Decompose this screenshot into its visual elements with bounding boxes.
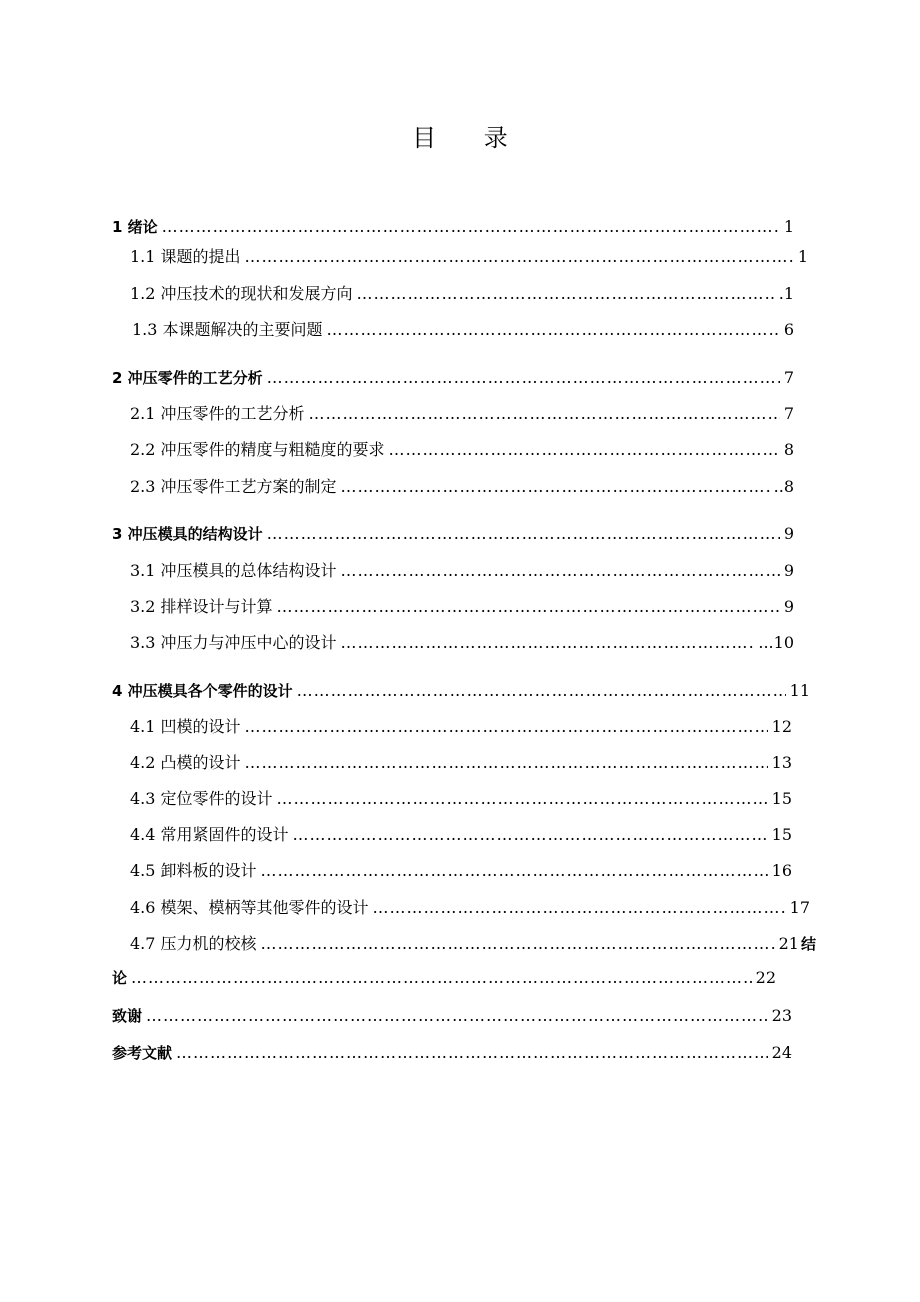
- toc-entry[interactable]: [130, 440, 794, 460]
- toc-entry-page: ...10: [758, 633, 794, 652]
- toc-leader-dots: [327, 320, 780, 340]
- toc-entry-label: 4.7 压力机的校核: [130, 934, 257, 953]
- toc-entry-label: 2.1 冲压零件的工艺分析: [130, 404, 305, 423]
- toc-leader-dots: [245, 753, 768, 773]
- toc-entry[interactable]: [112, 1006, 792, 1026]
- toc-entry-page: 11: [789, 681, 810, 700]
- toc-entry-label: 参考文献: [112, 1044, 173, 1062]
- toc-leader-dots: [341, 477, 770, 497]
- toc-entry[interactable]: [130, 789, 792, 809]
- toc-entry-label: 1.2 冲压技术的现状和发展方向: [130, 284, 353, 303]
- toc-leader-dots: [267, 368, 780, 388]
- toc-entry[interactable]: [130, 633, 794, 653]
- toc-entry[interactable]: [130, 284, 794, 304]
- toc-entry-page: ..8: [773, 477, 794, 496]
- toc-entry[interactable]: [130, 717, 792, 737]
- toc-entry-wrapped-text: 结: [800, 935, 816, 953]
- toc-leader-dots: [245, 717, 768, 737]
- toc-entry-page: 1: [797, 247, 808, 266]
- toc-entry-page: 15: [771, 789, 792, 808]
- toc-entry[interactable]: [130, 597, 794, 617]
- toc-leader-dots: [357, 284, 775, 304]
- toc-entry[interactable]: [130, 753, 792, 773]
- toc-entry-page: 23: [771, 1006, 792, 1025]
- toc-leader-dots: [341, 633, 755, 653]
- toc-entry-label: 3.3 冲压力与冲压中心的设计: [130, 633, 337, 652]
- toc-entry[interactable]: [130, 934, 816, 954]
- toc-entry[interactable]: [112, 681, 810, 701]
- toc-entry[interactable]: [130, 898, 810, 918]
- toc-entry-label: 2 冲压零件的工艺分析: [112, 369, 263, 387]
- toc-entry[interactable]: [130, 561, 794, 581]
- toc-entry-label: 3.2 排样设计与计算: [130, 597, 273, 616]
- toc-entry[interactable]: [112, 524, 794, 544]
- toc-entry-page: 6: [783, 320, 794, 339]
- toc-entry-label: 2.3 冲压零件工艺方案的制定: [130, 477, 337, 496]
- toc-entry-page: 7: [783, 404, 794, 423]
- toc-entry-page: 15: [771, 825, 792, 844]
- toc-entry[interactable]: [132, 320, 794, 340]
- toc-leader-dots: [162, 217, 780, 237]
- toc-entry-label: 4.3 定位零件的设计: [130, 789, 273, 808]
- toc-leader-dots: [267, 524, 780, 544]
- toc-leader-dots: [261, 934, 775, 954]
- toc-entry[interactable]: [112, 1043, 792, 1063]
- toc-entry[interactable]: [130, 247, 808, 267]
- toc-entry-page: 17: [789, 898, 810, 917]
- toc-entry-label: 4.2 凸模的设计: [130, 753, 241, 772]
- toc-entry-label: 1 绪论: [112, 218, 158, 236]
- toc-entry-label: 致谢: [112, 1007, 143, 1025]
- toc-entry-page: 1: [783, 217, 794, 236]
- toc-entry-label: 2.2 冲压零件的精度与粗糙度的要求: [130, 440, 385, 459]
- toc-leader-dots: [277, 789, 768, 809]
- page-title: 目 录: [412, 124, 528, 152]
- toc-entry-page: 16: [771, 861, 792, 880]
- toc-entry-page: .1: [778, 284, 794, 303]
- toc-entry-page: 12: [771, 717, 792, 736]
- toc-entry-label: 4.5 卸料板的设计: [130, 861, 257, 880]
- toc-entry-page: 22: [755, 968, 776, 987]
- toc-entry-page: 13: [771, 753, 792, 772]
- toc-entry[interactable]: [112, 968, 776, 988]
- toc-entry-label: 1.1 课题的提出: [130, 247, 241, 266]
- toc-leader-dots: [146, 1006, 768, 1026]
- toc-entry-label: 4.6 模架、模柄等其他零件的设计: [130, 898, 369, 917]
- toc-leader-dots: [261, 861, 768, 881]
- toc-entry[interactable]: [130, 861, 792, 881]
- toc-entry-label: 4.1 凹模的设计: [130, 717, 241, 736]
- toc-entry-label: 论: [112, 969, 128, 987]
- toc-leader-dots: [131, 968, 752, 988]
- toc-entry-page: 7: [783, 368, 794, 387]
- toc-entry[interactable]: [112, 217, 794, 237]
- toc-leader-dots: [176, 1043, 768, 1063]
- toc-leader-dots: [277, 597, 780, 617]
- toc-leader-dots: [309, 404, 780, 424]
- toc-leader-dots: [373, 898, 786, 918]
- toc-entry[interactable]: [112, 368, 794, 388]
- toc-leader-dots: [245, 247, 794, 267]
- toc-entry-label: 3 冲压模具的结构设计: [112, 525, 263, 543]
- toc-leader-dots: [389, 440, 780, 460]
- toc-entry-page: 8: [783, 440, 794, 459]
- toc-entry-label: 3.1 冲压模具的总体结构设计: [130, 561, 337, 580]
- toc-leader-dots: [293, 825, 768, 845]
- toc-entry[interactable]: [130, 825, 792, 845]
- toc-entry-label: 4.4 常用紧固件的设计: [130, 825, 289, 844]
- toc-leader-dots: [341, 561, 780, 581]
- toc-entry-page: 9: [783, 597, 794, 616]
- toc-entry[interactable]: [130, 477, 794, 497]
- toc-entry[interactable]: [130, 404, 794, 424]
- toc-entry-page: 9: [783, 524, 794, 543]
- toc-entry-page-number: 21: [778, 934, 799, 953]
- toc-entry-label: 4 冲压模具各个零件的设计: [112, 682, 293, 700]
- toc-entry-page: 24: [771, 1043, 792, 1062]
- toc-leader-dots: [297, 681, 786, 701]
- toc-entry-page: [779, 934, 816, 954]
- toc-entry-label: 1.3 本课题解决的主要问题: [132, 320, 323, 339]
- toc-entry-page: 9: [783, 561, 794, 580]
